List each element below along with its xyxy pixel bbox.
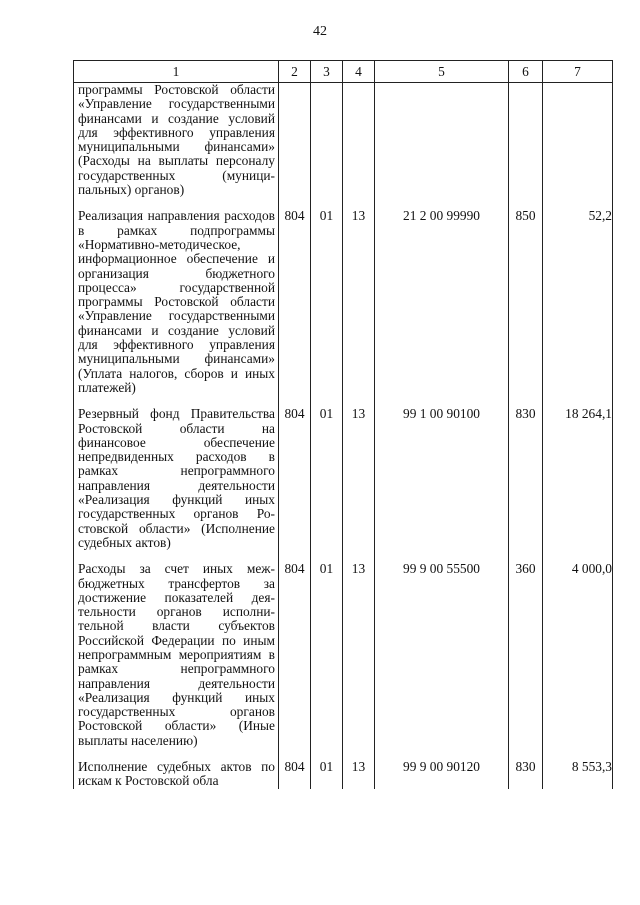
column-header-3: 3 — [311, 61, 343, 83]
row-target-code: 99 1 00 90100 — [375, 407, 509, 550]
row-description: программы Ростовской области «Управление государственными финансами и создание условий для эффективного управления муниципальными финансами» (Расходы на выплаты персоналу государственных (муниципальных) органов) — [78, 82, 275, 198]
row-section-code — [311, 83, 343, 198]
row-amount — [543, 83, 613, 198]
column-header-2: 2 — [279, 61, 311, 83]
column-header-5: 5 — [375, 61, 509, 83]
row-expense-type: 360 — [509, 562, 543, 748]
row-ministry-code: 804 — [279, 407, 311, 550]
row-subsection-code: 13 — [343, 562, 375, 748]
row-expense-type: 850 — [509, 209, 543, 395]
budget-table — [73, 60, 613, 789]
row-amount: 4 000,0 — [543, 562, 613, 748]
row-amount: 52,2 — [543, 209, 613, 395]
row-subsection-code: 13 — [343, 760, 375, 789]
table-row — [74, 407, 613, 550]
row-section-code: 01 — [311, 760, 343, 789]
row-section-code: 01 — [311, 407, 343, 550]
column-header-4: 4 — [343, 61, 375, 83]
row-description: Расходы за счет иных межбюджетных трансфертов за достижение показателей деятельности органов исполнительной власти субъектов Российской Федерации по иным непрограммным мероприятиям в рамках непрограммного направления деятельности «Реализация функций иных государственных органов Ростовской области» (Иные выплаты населению) — [78, 561, 275, 748]
row-ministry-code: 804 — [279, 760, 311, 789]
row-description: Резервный фонд Правительства Ростовской области на финансовое обеспечение непредвиденных расходов в рамках непрограммного направления деятельности «Реализация функций иных государственных органов Ростовской области» (Исполнение судебных актов) — [78, 406, 275, 550]
row-ministry-code: 804 — [279, 562, 311, 748]
row-target-code: 99 9 00 55500 — [375, 562, 509, 748]
row-expense-type: 830 — [509, 407, 543, 550]
row-subsection-code: 13 — [343, 209, 375, 395]
table-row — [74, 562, 613, 748]
row-ministry-code: 804 — [279, 209, 311, 395]
row-section-code: 01 — [311, 562, 343, 748]
column-header-6: 6 — [509, 61, 543, 83]
column-header-1: 1 — [74, 61, 279, 83]
row-target-code — [375, 83, 509, 198]
row-amount: 18 264,1 — [543, 407, 613, 550]
row-target-code: 21 2 00 99990 — [375, 209, 509, 395]
row-description: Реализация направления расходов в рамках подпрограммы «Нормативно-методическое, информационное обеспечение и организация бюджетного процесса» государственной программы Ростовской области «Управление государственными финансами и создание условий для эффективного управления муниципальными финансами» (Уплата налогов, сборов и иных платежей) — [78, 208, 275, 395]
table-row — [74, 760, 613, 789]
table-row — [74, 209, 613, 395]
column-number-row — [74, 61, 613, 83]
row-target-code: 99 9 00 90120 — [375, 760, 509, 789]
row-expense-type — [509, 83, 543, 198]
row-description: Исполнение судебных актов по искам к Ростовской обла — [78, 759, 275, 789]
row-expense-type: 830 — [509, 760, 543, 789]
row-subsection-code: 13 — [343, 407, 375, 550]
row-subsection-code — [343, 83, 375, 198]
row-ministry-code — [279, 83, 311, 198]
row-amount: 8 553,3 — [543, 760, 613, 789]
table-row — [74, 83, 613, 198]
page-number: 42 — [313, 24, 327, 39]
column-header-7: 7 — [543, 61, 613, 83]
row-section-code: 01 — [311, 209, 343, 395]
